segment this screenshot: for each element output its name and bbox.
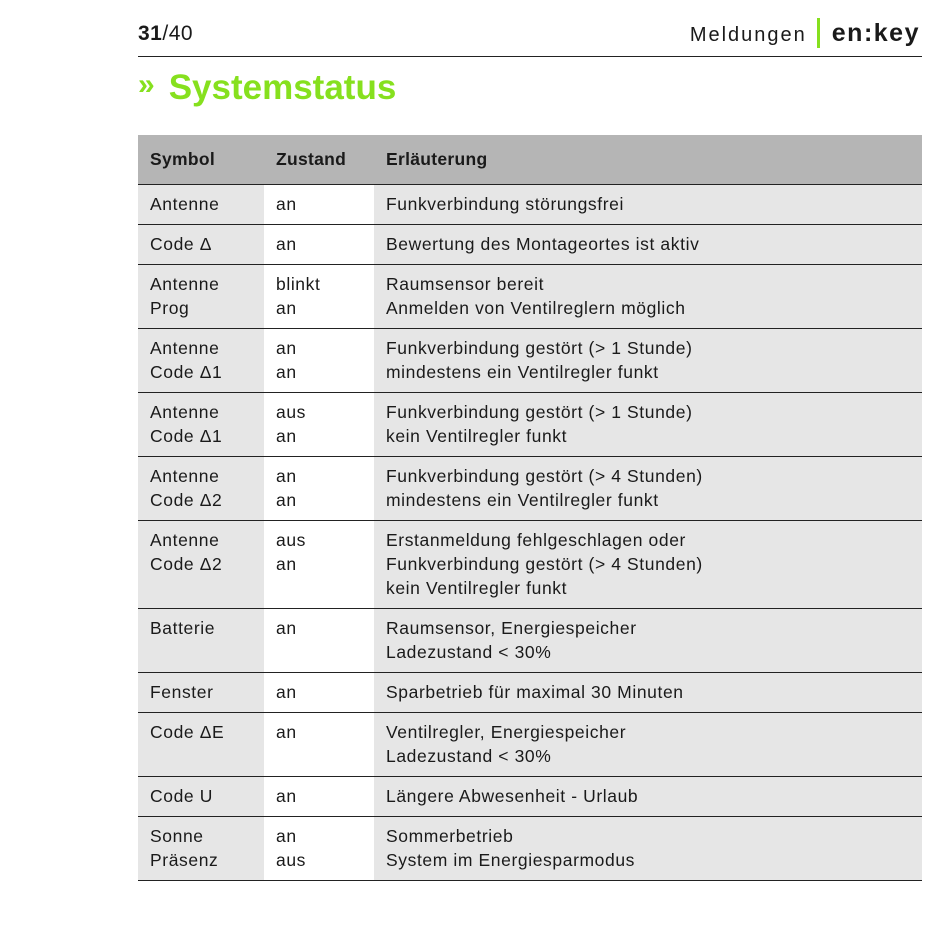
symbol-cell xyxy=(138,329,264,393)
symbol-cell xyxy=(138,457,264,521)
symbol-cell xyxy=(138,393,264,457)
accent-divider xyxy=(817,18,820,48)
state-cell xyxy=(264,457,374,521)
symbol-cell xyxy=(138,521,264,609)
description-cell-line: mindestens ein Ventilregler funkt xyxy=(386,362,659,382)
description-cell-line: Bewertung des Montageortes ist aktiv xyxy=(386,234,700,254)
state-cell xyxy=(264,265,374,329)
description-cell xyxy=(374,265,922,329)
description-cell-line: Ventilregler, Energiespeicher xyxy=(386,722,627,742)
state-cell xyxy=(264,329,374,393)
description-cell-line: Raumsensor bereit xyxy=(386,274,545,294)
state-cell xyxy=(264,609,374,673)
table-row xyxy=(138,457,922,521)
state-cell-line: an xyxy=(276,618,297,638)
symbol-cell xyxy=(138,185,264,225)
state-cell-line: an xyxy=(276,466,297,486)
description-cell-line: Erstanmeldung fehlgeschlagen oder xyxy=(386,530,686,550)
section-label: Meldungen xyxy=(689,23,807,46)
state-cell xyxy=(264,817,374,881)
state-cell-line: an xyxy=(276,826,297,846)
symbol-cell xyxy=(138,713,264,777)
state-cell-line: an xyxy=(276,554,297,574)
page-number xyxy=(138,22,193,46)
description-cell xyxy=(374,185,922,225)
symbol-cell-line: Sonne xyxy=(150,826,204,846)
symbol-cell-line: Code Δ xyxy=(150,234,212,254)
description-cell-line: Funkverbindung störungsfrei xyxy=(386,194,624,214)
table-row xyxy=(138,329,922,393)
table-row xyxy=(138,673,922,713)
page-total: /40 xyxy=(162,22,194,45)
state-cell xyxy=(264,673,374,713)
description-cell-line: kein Ventilregler funkt xyxy=(386,426,568,446)
state-cell-line: an xyxy=(276,426,297,446)
description-cell-line: Ladezustand < 30% xyxy=(386,746,552,766)
description-cell-line: Funkverbindung gestört (> 4 Stunden) xyxy=(386,554,703,574)
symbol-cell xyxy=(138,225,264,265)
description-cell-line: Anmelden von Ventilreglern möglich xyxy=(386,298,686,318)
state-cell xyxy=(264,185,374,225)
description-cell xyxy=(374,609,922,673)
description-cell xyxy=(374,329,922,393)
description-cell xyxy=(374,225,922,265)
state-cell xyxy=(264,225,374,265)
symbol-cell-line: Antenne xyxy=(150,530,220,550)
symbol-cell xyxy=(138,609,264,673)
symbol-cell-line: Code Δ2 xyxy=(150,490,223,510)
symbol-cell xyxy=(138,265,264,329)
table-row xyxy=(138,225,922,265)
symbol-cell-line: Batterie xyxy=(150,618,216,638)
symbol-cell-line: Antenne xyxy=(150,274,220,294)
chevron-icon: » xyxy=(138,68,155,101)
symbol-cell-line: Prog xyxy=(150,298,190,318)
state-cell-line: an xyxy=(276,338,297,358)
symbol-cell xyxy=(138,673,264,713)
symbol-cell-line: Code Δ1 xyxy=(150,362,223,382)
symbol-cell-line: Fenster xyxy=(150,682,214,702)
description-cell-line: kein Ventilregler funkt xyxy=(386,578,568,598)
table-row xyxy=(138,265,922,329)
symbol-cell-line: Antenne xyxy=(150,338,220,358)
state-cell xyxy=(264,777,374,817)
table-row xyxy=(138,817,922,881)
table-row xyxy=(138,713,922,777)
page-current: 31 xyxy=(138,22,163,45)
state-cell-line: an xyxy=(276,194,297,214)
description-cell xyxy=(374,393,922,457)
symbol-cell-line: Präsenz xyxy=(150,850,219,870)
description-cell-line: Sommerbetrieb xyxy=(386,826,514,846)
state-cell-line: aus xyxy=(276,530,307,550)
symbol-cell-line: Code U xyxy=(150,786,213,806)
state-cell xyxy=(264,521,374,609)
description-cell-line: Funkverbindung gestört (> 1 Stunde) xyxy=(386,338,693,358)
symbol-cell-line: Code Δ1 xyxy=(150,426,223,446)
state-cell-line: an xyxy=(276,362,297,382)
state-cell-line: an xyxy=(276,786,297,806)
description-cell xyxy=(374,817,922,881)
description-cell-line: Funkverbindung gestört (> 4 Stunden) xyxy=(386,466,703,486)
state-cell-line: blinkt xyxy=(276,274,321,294)
description-cell xyxy=(374,713,922,777)
description-cell xyxy=(374,673,922,713)
symbol-cell-line: Code Δ2 xyxy=(150,554,223,574)
symbol-cell-line: Antenne xyxy=(150,402,220,422)
description-cell xyxy=(374,777,922,817)
description-cell xyxy=(374,457,922,521)
header-right xyxy=(690,18,920,48)
description-cell-line: Sparbetrieb für maximal 30 Minuten xyxy=(386,682,684,702)
state-cell-line: an xyxy=(276,682,297,702)
symbol-cell xyxy=(138,777,264,817)
column-header-description: Erläuterung xyxy=(374,135,922,185)
state-cell xyxy=(264,393,374,457)
table-row xyxy=(138,777,922,817)
state-cell-line: aus xyxy=(276,402,307,422)
page-title-text: Systemstatus xyxy=(168,68,397,107)
state-cell-line: an xyxy=(276,722,297,742)
description-cell-line: Funkverbindung gestört (> 1 Stunde) xyxy=(386,402,693,422)
description-cell-line: Ladezustand < 30% xyxy=(386,642,552,662)
column-header-symbol: Symbol xyxy=(138,135,264,185)
description-cell-line: Längere Abwesenheit - Urlaub xyxy=(386,786,639,806)
symbol-cell xyxy=(138,817,264,881)
state-cell-line: an xyxy=(276,234,297,254)
column-header-state: Zustand xyxy=(264,135,374,185)
description-cell xyxy=(374,521,922,609)
table-row xyxy=(138,393,922,457)
table-header-row xyxy=(138,135,922,185)
status-table xyxy=(138,135,922,881)
symbol-cell-line: Antenne xyxy=(150,466,220,486)
description-cell-line: System im Energiesparmodus xyxy=(386,850,636,870)
table-body xyxy=(138,185,922,881)
symbol-cell-line: Code ΔE xyxy=(150,722,225,742)
state-cell-line: an xyxy=(276,298,297,318)
state-cell-line: an xyxy=(276,490,297,510)
state-cell-line: aus xyxy=(276,850,307,870)
table-row xyxy=(138,521,922,609)
symbol-cell-line: Antenne xyxy=(150,194,220,214)
state-cell xyxy=(264,713,374,777)
brand-logo: en:key xyxy=(831,19,920,47)
page-title xyxy=(138,68,396,108)
page-header xyxy=(138,18,922,57)
description-cell-line: Raumsensor, Energiespeicher xyxy=(386,618,637,638)
table-row xyxy=(138,609,922,673)
table-row xyxy=(138,185,922,225)
description-cell-line: mindestens ein Ventilregler funkt xyxy=(386,490,659,510)
